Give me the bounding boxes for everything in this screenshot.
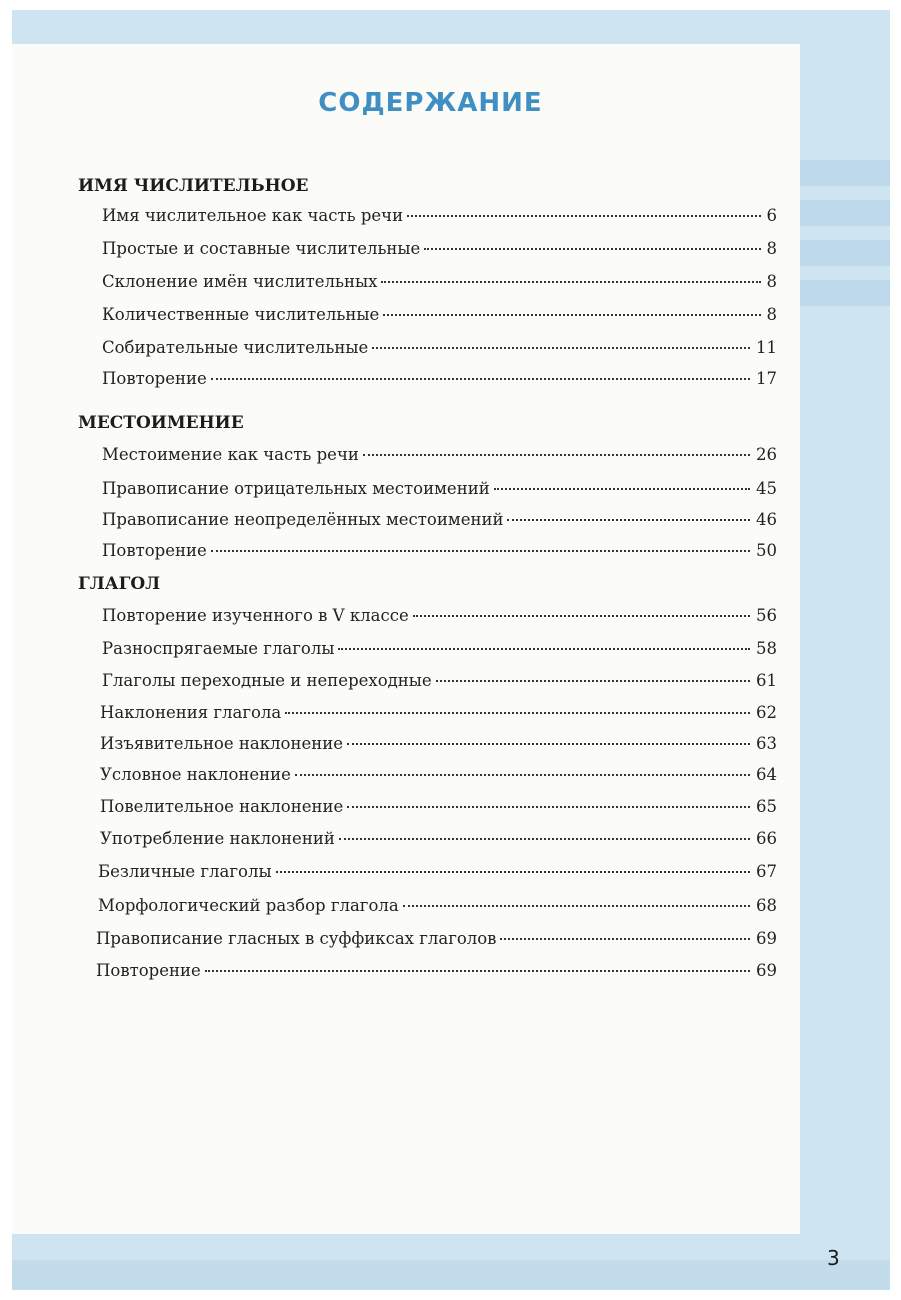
dot-leader xyxy=(407,215,760,217)
section-title: МЕСТОИМЕНИЕ xyxy=(78,413,244,433)
toc-entry-label: Условное наклонение xyxy=(100,765,291,784)
toc-entry-page: 67 xyxy=(756,862,777,881)
dot-leader xyxy=(205,970,750,972)
toc-entry-label: Разноспрягаемые глаголы xyxy=(102,639,335,658)
toc-entry-page: 8 xyxy=(766,239,777,258)
toc-entry-page: 45 xyxy=(756,479,777,498)
dot-leader xyxy=(347,806,750,808)
toc-entry-page: 65 xyxy=(756,797,777,816)
toc-entry-page: 64 xyxy=(756,765,777,784)
toc-entry-label: Повелительное наклонение xyxy=(100,797,344,816)
toc-entry-page: 6 xyxy=(766,206,777,225)
toc-entry[interactable] xyxy=(102,639,777,665)
toc-entry-page: 66 xyxy=(756,829,777,848)
toc-entry-page: 8 xyxy=(766,272,777,291)
toc-entry-page: 46 xyxy=(756,510,777,529)
toc-entry-label: Повторение xyxy=(102,541,207,560)
toc-entry[interactable] xyxy=(98,896,777,922)
dot-leader xyxy=(276,871,750,873)
section-title: ИМЯ ЧИСЛИТЕЛЬНОЕ xyxy=(78,176,309,196)
decorative-band xyxy=(12,1260,890,1290)
toc-entry[interactable] xyxy=(102,445,777,471)
toc-entry-page: 63 xyxy=(756,734,777,753)
section-title: ГЛАГОЛ xyxy=(78,574,161,594)
toc-entry-page: 69 xyxy=(756,961,777,980)
toc-entry[interactable] xyxy=(96,929,777,955)
dot-leader xyxy=(211,378,750,380)
dot-leader xyxy=(403,905,750,907)
dot-leader xyxy=(424,248,760,250)
toc-entry[interactable] xyxy=(98,862,777,888)
dot-leader xyxy=(347,743,750,745)
toc-entry[interactable] xyxy=(102,305,777,331)
toc-entry[interactable] xyxy=(96,961,777,987)
dot-leader xyxy=(338,648,750,650)
toc-entry-label: Правописание отрицательных местоимений xyxy=(102,479,490,498)
toc-entry[interactable] xyxy=(102,541,777,567)
decorative-stripe xyxy=(795,240,890,266)
toc-entry-page: 56 xyxy=(756,606,777,625)
toc-entry-label: Количественные числительные xyxy=(102,305,380,324)
toc-entry[interactable] xyxy=(102,272,777,298)
toc-entry-label: Правописание неопределённых местоимений xyxy=(102,510,504,529)
toc-entry-page: 8 xyxy=(766,305,777,324)
dot-leader xyxy=(372,347,750,349)
toc-entry-label: Употребление наклонений xyxy=(100,829,335,848)
page-number: 3 xyxy=(827,1246,840,1270)
toc-entry[interactable] xyxy=(102,239,777,265)
dot-leader xyxy=(413,615,750,617)
toc-entry[interactable] xyxy=(102,510,777,536)
dot-leader xyxy=(285,712,750,714)
decorative-stripe xyxy=(795,280,890,306)
toc-entry-page: 11 xyxy=(756,338,777,357)
dot-leader xyxy=(363,454,750,456)
toc-entry[interactable] xyxy=(102,606,777,632)
toc-entry-label: Простые и составные числительные xyxy=(102,239,421,258)
toc-entry[interactable] xyxy=(102,369,777,395)
toc-entry-label: Безличные глаголы xyxy=(98,862,272,881)
dot-leader xyxy=(436,680,750,682)
toc-entry[interactable] xyxy=(100,829,777,855)
dot-leader xyxy=(500,938,750,940)
toc-entry[interactable] xyxy=(102,206,777,232)
decorative-stripe xyxy=(795,160,890,186)
dot-leader xyxy=(494,488,750,490)
dot-leader xyxy=(507,519,750,521)
decorative-stripe xyxy=(795,200,890,226)
toc-entry-label: Имя числительное как часть речи xyxy=(102,206,404,225)
toc-entry-label: Повторение изученного в V классе xyxy=(102,606,409,625)
dot-leader xyxy=(339,838,750,840)
toc-entry-label: Морфологический разбор глагола xyxy=(98,896,399,915)
toc-entry-page: 50 xyxy=(756,541,777,560)
toc-entry[interactable] xyxy=(100,797,777,823)
toc-entry[interactable] xyxy=(102,671,777,697)
toc-entry-label: Повторение xyxy=(96,961,201,980)
toc-entry[interactable] xyxy=(100,765,777,791)
toc-entry-page: 68 xyxy=(756,896,777,915)
toc-entry-label: Повторение xyxy=(102,369,207,388)
toc-entry-label: Склонение имён числительных xyxy=(102,272,378,291)
toc-entry[interactable] xyxy=(100,734,777,760)
toc-entry-label: Правописание гласных в суффиксах глаголов xyxy=(96,929,497,948)
dot-leader xyxy=(381,281,760,283)
dot-leader xyxy=(383,314,760,316)
toc-entry[interactable] xyxy=(102,479,777,505)
toc-entry-label: Наклонения глагола xyxy=(100,703,282,722)
toc-entry-label: Глаголы переходные и непереходные xyxy=(102,671,432,690)
page-title: СОДЕРЖАНИЕ xyxy=(318,88,543,118)
dot-leader xyxy=(211,550,750,552)
toc-entry[interactable] xyxy=(102,338,777,364)
toc-entry-label: Изъявительное наклонение xyxy=(100,734,343,753)
toc-entry-label: Собирательные числительные xyxy=(102,338,369,357)
toc-entry-page: 58 xyxy=(756,639,777,658)
toc-entry-page: 61 xyxy=(756,671,777,690)
toc-entry-page: 62 xyxy=(756,703,777,722)
dot-leader xyxy=(295,774,750,776)
toc-entry-page: 26 xyxy=(756,445,777,464)
toc-entry-page: 69 xyxy=(756,929,777,948)
toc-entry[interactable] xyxy=(100,703,777,729)
toc-entry-label: Местоимение как часть речи xyxy=(102,445,359,464)
toc-entry-page: 17 xyxy=(756,369,777,388)
